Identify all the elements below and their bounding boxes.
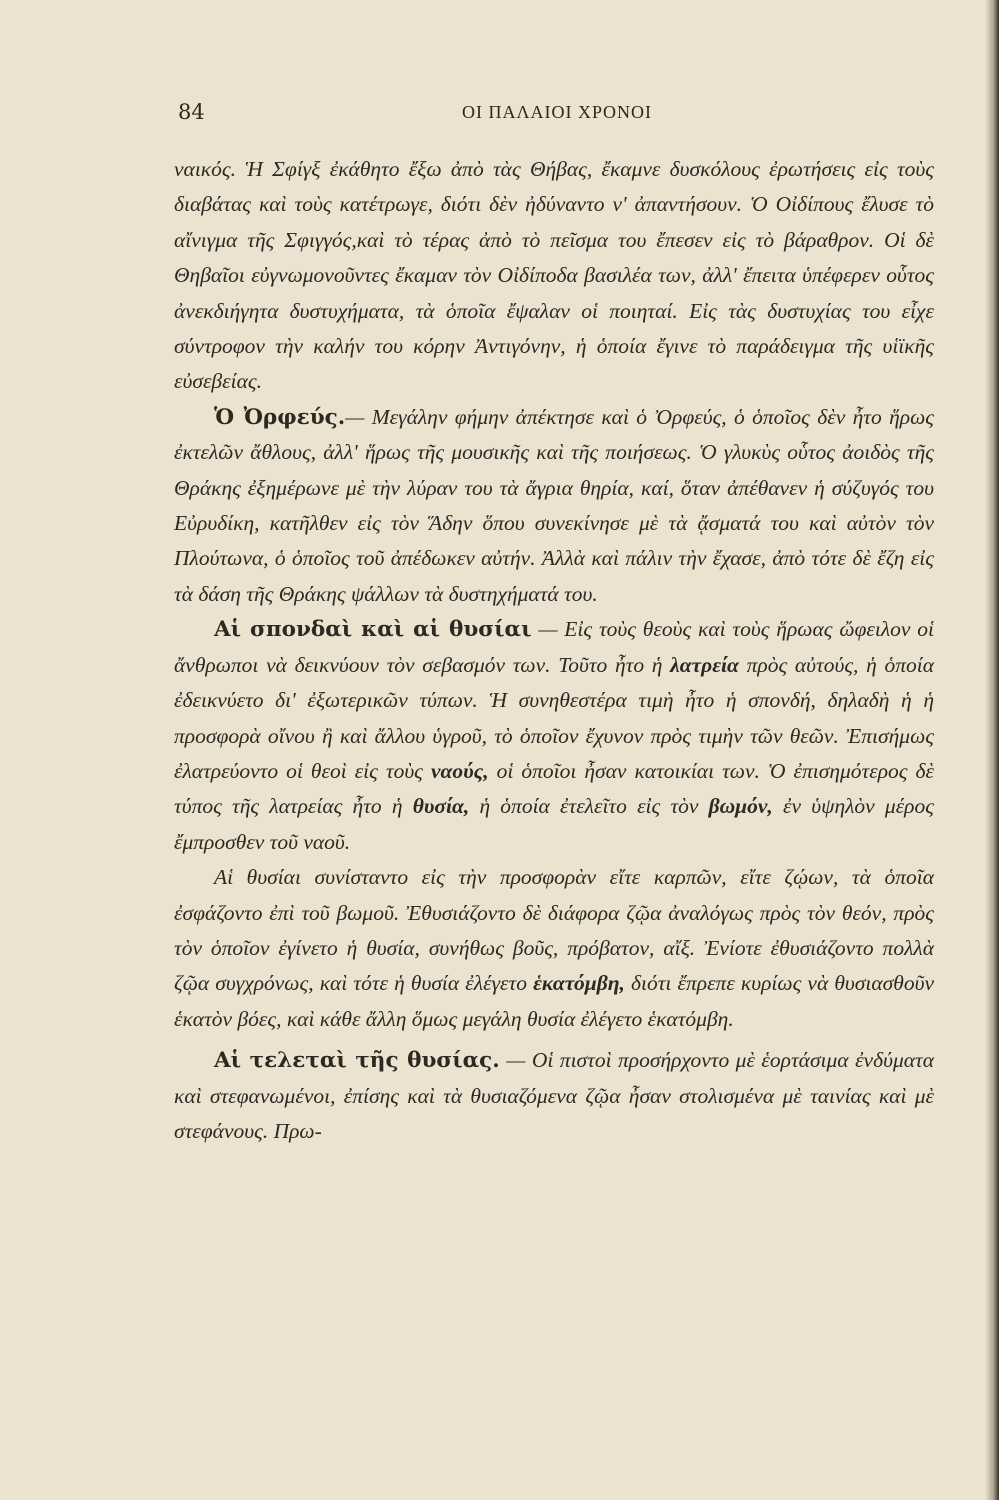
paragraph-text: ναικός. Ἡ Σφίγξ ἐκάθητο ἔξω ἀπὸ τὰς Θήβας, ἔκαμνε δυσκόλους ἐρωτήσεις εἰς τοὺς διαβάτας καὶ τοὺς κατέτρωγε, διότι δὲν ἠδύναντο ν' ἀπαντήσουν. Ὁ Οἰδίπους ἔλυσε τὸ αἴνιγμα τῆς Σφιγγός,καὶ τὸ τέρας ἀπὸ τὸ πεῖσμα του ἔπεσεν εἰς τὸ βάραθρον. Οἱ δὲ Θηβαῖοι εὐγνωμονοῦντες ἔκαμαν τὸν Οἰδίποδα βασιλέα των, ἀλλ' ἔπειτα ὑπέφερεν οὗτος ἀνεκδιήγητα δυστυχήματα, τὰ ὁποῖα ἔψαλαν οἱ ποιηταί. Εἰς τὰς δυστυχίας του εἶχε σύντροφον τὴν καλήν του κόρην Ἀντιγόνην, ἡ ὁποία ἔγινε τὸ παράδειγμα τῆς υἱϊκῆς εὐσεβείας.: [174, 157, 934, 394]
paragraph-libations-sacrifices: [174, 612, 934, 860]
paragraph-text: διότι ἔπρεπε κυρίως νὰ θυσιασθοῦν ἑκατὸν βόες, καὶ κάθε ἄλλη ὅμως μεγάλη θυσία ἐλέγετο ἑκατόμβη.: [174, 971, 934, 1031]
paragraph-text: ἡ ὁποία ἐτελεῖτο εἰς τὸν: [469, 794, 709, 819]
emphasis-term: λατρεία: [670, 652, 739, 677]
paragraph-text: πρὸς αὐτούς, ἡ ὁποία ἐδεικνύετο δι' ἐξωτερικῶν τύπων. Ἡ συνηθεστέρα τιμὴ ἦτο ἡ σπονδή, δηλαδὴ ἡ ἡ προσφορὰ οἴνου ἢ καὶ ἄλλου ὑγροῦ, τὸ ὁποῖον ἔχυνον πρὸς τιμὴν τῶν θεῶν. Ἐπισήμως ἐλατρεύοντο οἱ θεοὶ εἰς τοὺς: [174, 652, 934, 783]
emphasis-term: ἑκατόμβη,: [533, 971, 625, 996]
paragraph-text: — Εἰς τοὺς θεοὺς καὶ τοὺς ἥρωας ὤφειλον οἱ ἄνθρωποι νὰ δεικνύουν τὸν σεβασμόν των. Τοῦτο ἦτο ἡ: [174, 617, 934, 677]
emphasis-term: θυσία,: [412, 794, 470, 819]
body-text: [174, 152, 934, 1149]
emphasis-term: ναούς,: [430, 758, 489, 783]
paragraph-sphinx: [174, 152, 934, 400]
paragraph-sacrifices: [174, 860, 934, 1037]
paragraph-text: Αἱ θυσίαι συνίσταντο εἰς τὴν προσφορὰν εἴτε καρπῶν, εἴτε ζῴων, τὰ ὁποῖα ἐσφάζοντο ἐπὶ τοῦ βωμοῦ. Ἐθυσιάζοντο δὲ διάφορα ζῷα ἀναλόγως πρὸς τὸν θεόν, πρὸς τὸν ὁποῖον ἐγίνετο ἡ θυσία, συνήθως βοῦς, πρόβατον, αἴξ. Ἐνίοτε ἐθυσιάζοντο πολλὰ ζῷα συγχρόνως, καὶ τότε ἡ θυσία ἐλέγετο: [174, 865, 934, 996]
section-heading-libations: Αἱ σπονδαὶ καὶ αἱ θυσίαι: [214, 617, 532, 643]
running-title: ΟΙ ΠΑΛΑΙΟΙ ΧΡΟΝΟΙ: [461, 102, 653, 122]
paragraph-orpheus: [174, 400, 934, 612]
paragraph-text: οἱ ὁποῖοι ἦσαν κατοικίαι των. Ὁ ἐπισημότερος δὲ τύπος τῆς λατρείας ἦτο ἡ: [174, 758, 934, 819]
paragraph-text: ἐν ὑψηλὸν μέρος ἔμπροσθεν τοῦ ναοῦ.: [174, 794, 934, 854]
section-heading-orpheus: Ὁ Ὀρφεύς.: [214, 404, 346, 430]
page-number: 84: [178, 100, 205, 124]
page-edge-shadow: [985, 0, 999, 1500]
paragraph-rites: [174, 1043, 934, 1149]
page-header: [178, 100, 936, 130]
paragraph-text: — Οἱ πιστοὶ προσήρχοντο μὲ ἑορτάσιμα ἐνδύματα καὶ στεφανωμένοι, ἐπίσης καὶ τὰ θυσιαζόμενα ζῷα ἦσαν στολισμένα μὲ ταινίας καὶ μὲ στεφάνους. Πρω-: [174, 1048, 935, 1143]
paragraph-text: — Μεγάλην φήμην ἀπέκτησε καὶ ὁ Ὀρφεύς, ὁ ὁποῖος δὲν ἦτο ἥρως ἐκτελῶν ἄθλους, ἀλλ' ἥρως τῆς μουσικῆς καὶ τῆς ποιήσεως. Ὁ γλυκὺς οὗτος ἀοιδὸς τῆς Θράκης ἐξημέρωνε μὲ τὴν λύραν του τὰ ἄγρια θηρία, καί, ὅταν ἀπέθανεν ἡ σύζυγός του Εὐρυδίκη, κατῆλθεν εἰς τὸν Ἅδην ὅπου συνεκίνησε μὲ τὰ ᾄσματά του καὶ αὐτὸν τὸν Πλούτωνα, ὁ ὁποῖος τοῦ ἀπέδωκεν αὐτήν. Ἀλλὰ καὶ πάλιν τὴν ἔχασε, ἀπὸ τότε δὲ ἔζη εἰς τὰ δάση τῆς Θράκης ψάλλων τὰ δυστηχήματά του.: [174, 404, 934, 606]
emphasis-term: βωμόν,: [708, 794, 773, 819]
section-heading-rites: Αἱ τελεταὶ τῆς θυσίας.: [214, 1048, 500, 1074]
